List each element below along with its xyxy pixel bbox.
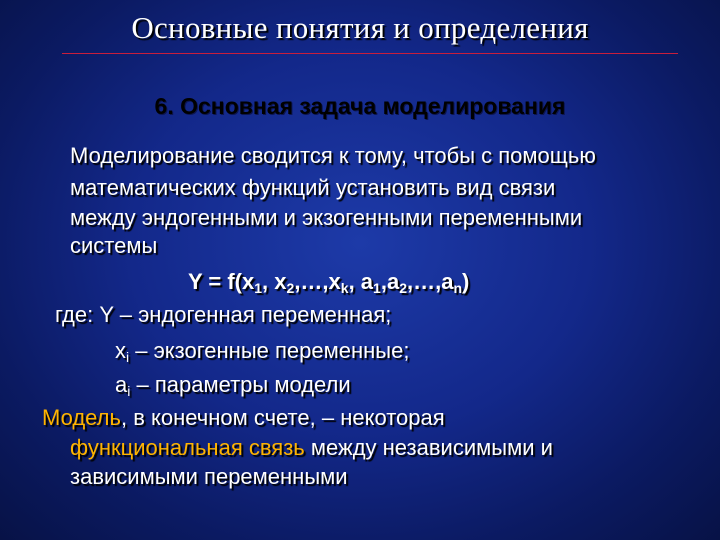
model-formula: $Y = f(x_1$, $x_2,\dots,x_k$, $a_1,a_2,\dots,a_n$): [188, 269, 470, 296]
where-line: где: Y – эндогенная переменная;: [55, 302, 392, 327]
paragraph-line-4: системы: [70, 233, 158, 258]
term-functional-link: функциональная связь: [70, 435, 305, 460]
section-heading: 6. Основная задача моделирования: [154, 93, 566, 119]
paragraph-line-1: Моделирование сводится к тому, чтобы с помощью: [70, 143, 596, 168]
conclusion-line-1: Модель, в конечном счете, – некоторая: [42, 405, 445, 430]
title-divider: [62, 53, 678, 54]
exogenous-definition: xi – экзогенные переменные;: [115, 338, 410, 365]
paragraph-line-2: математических функций установить вид связи: [70, 175, 556, 200]
term-model: Модель: [42, 405, 121, 430]
parameters-definition: ai – параметры модели: [115, 372, 351, 399]
slide-title: Основные понятия и определения: [131, 10, 589, 45]
conclusion-line-3: зависимыми переменными: [70, 464, 348, 489]
conclusion-line-2: функциональная связь между независимыми и: [70, 435, 553, 460]
paragraph-line-3: между эндогенными и экзогенными переменными: [70, 205, 583, 230]
